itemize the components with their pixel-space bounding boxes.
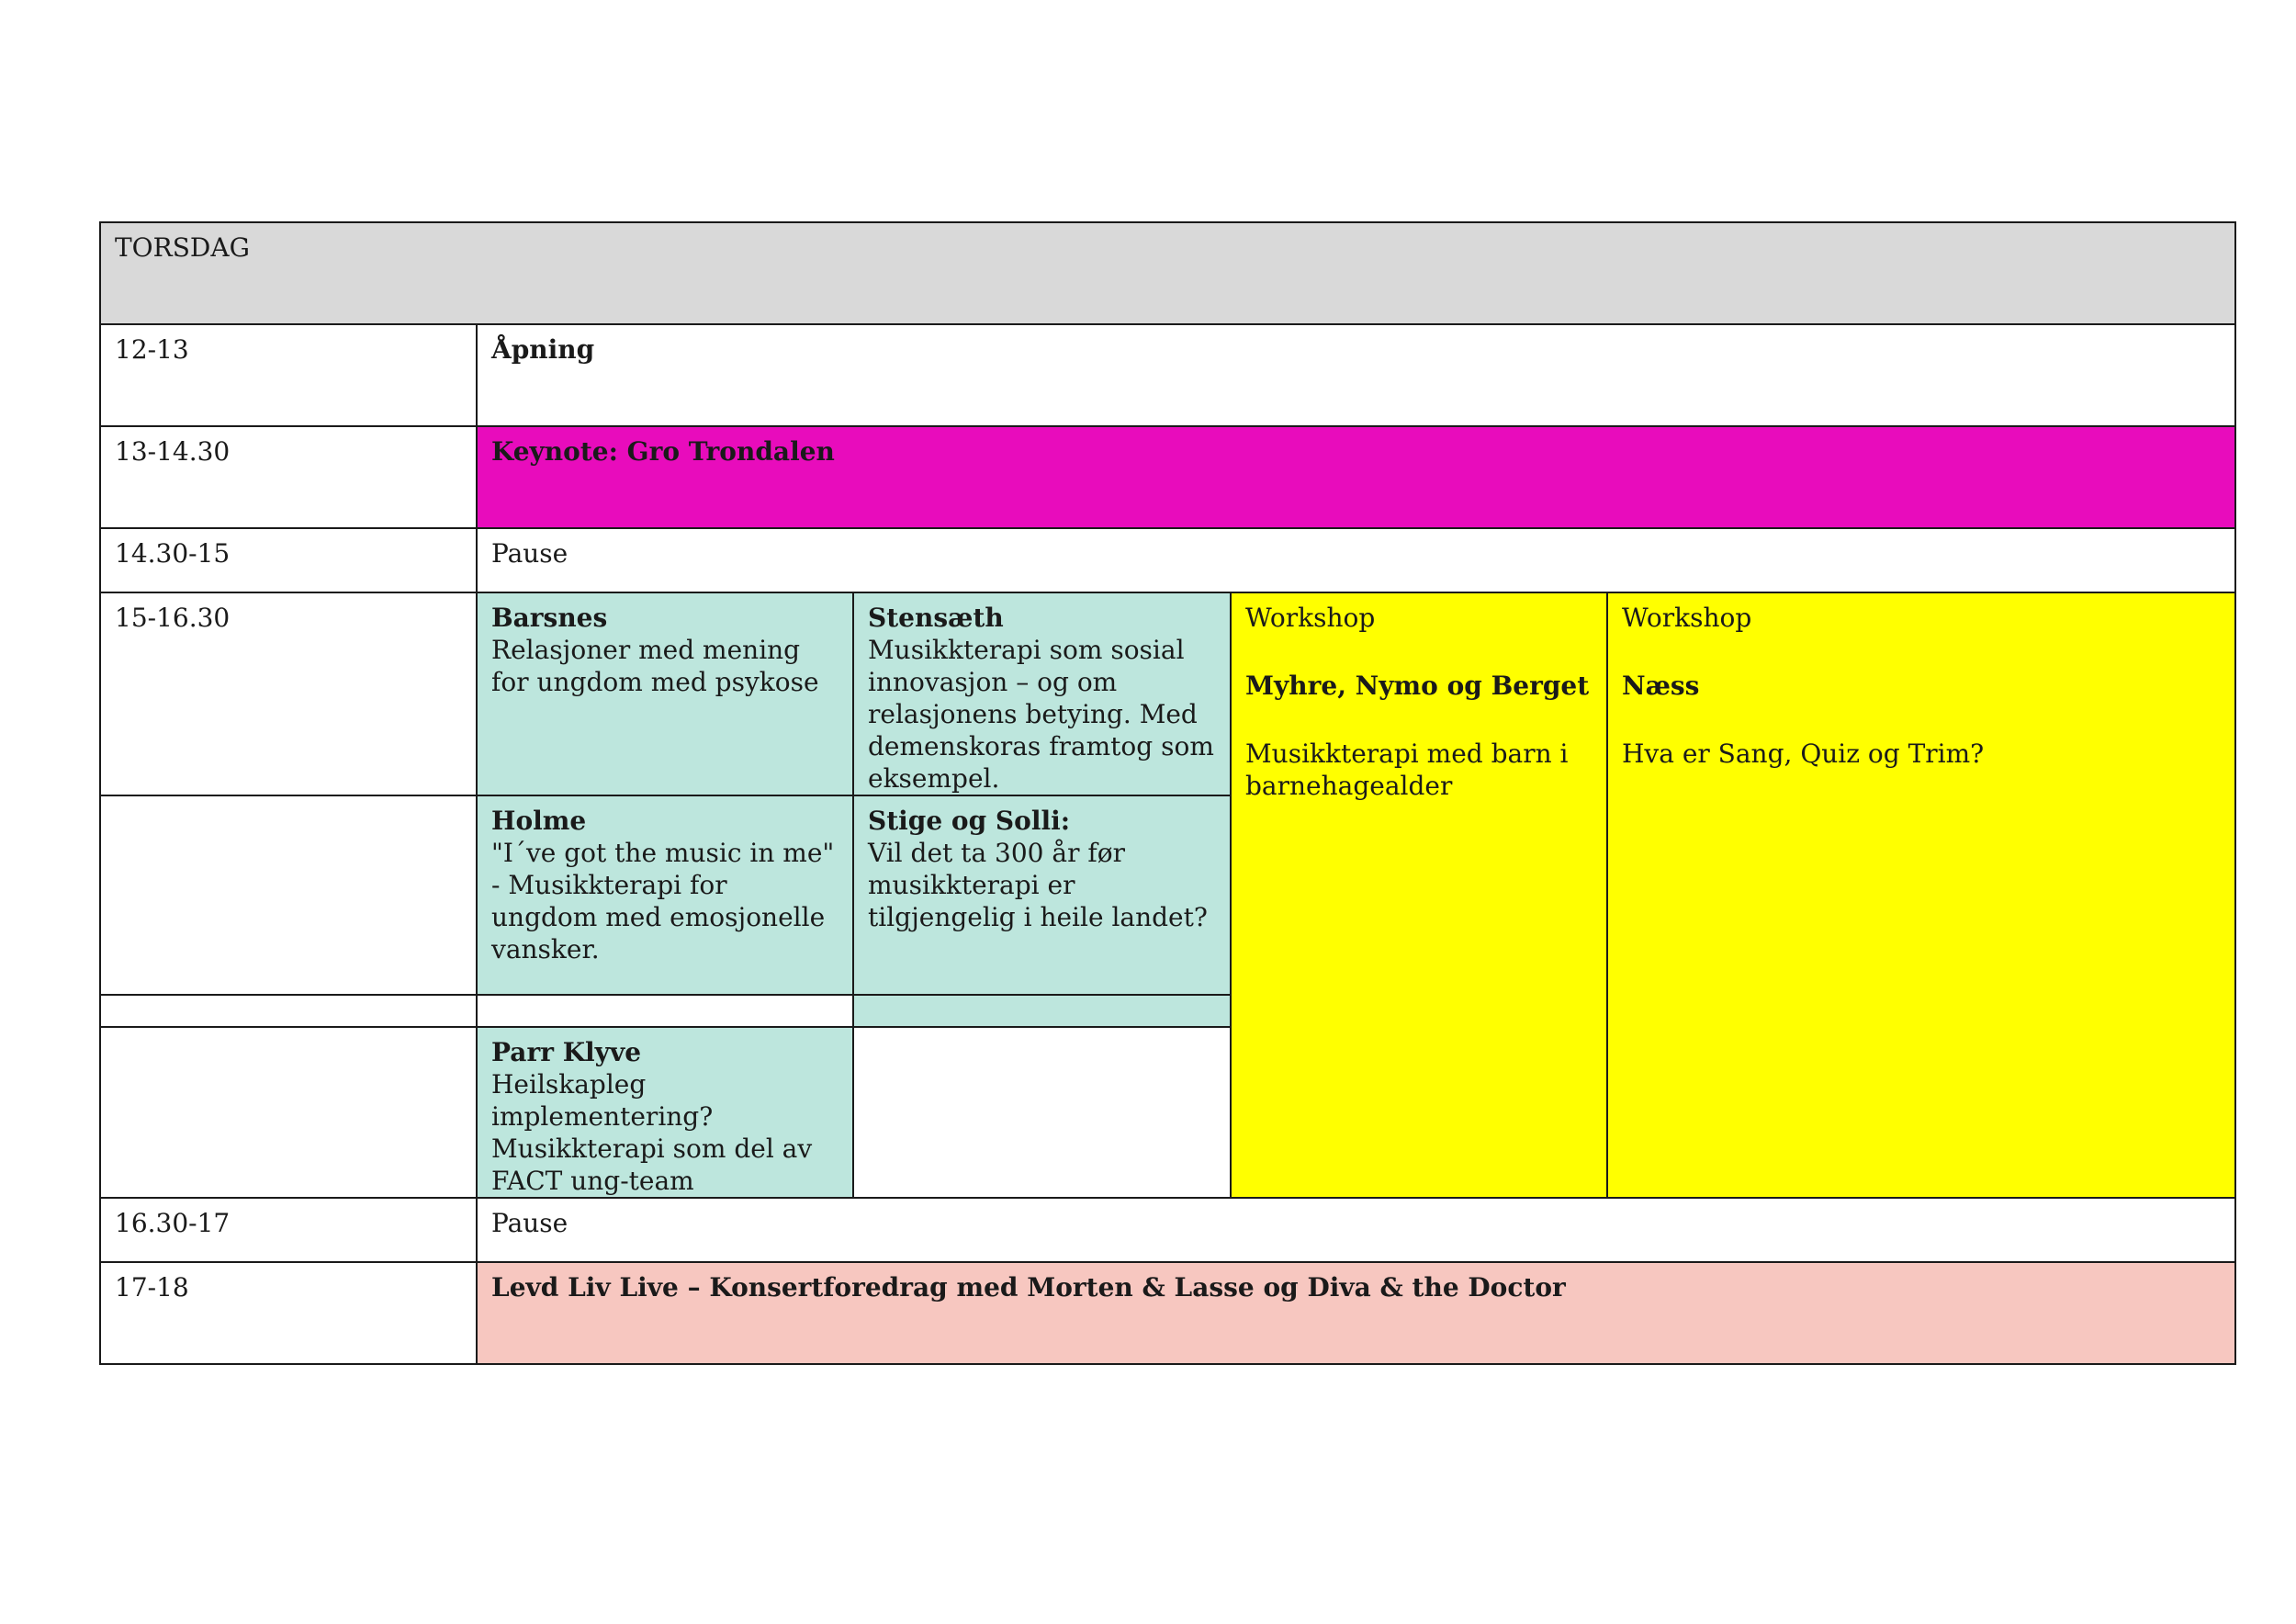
session-speaker: Stige og Solli: — [868, 806, 1071, 836]
time-cell — [100, 1027, 477, 1198]
pause-cell — [477, 1198, 2235, 1262]
empty-cell — [853, 1027, 1231, 1198]
time-cell: 16.30-17 — [100, 1198, 477, 1262]
spacer — [1245, 634, 1593, 670]
session-stensaeth — [853, 592, 1231, 795]
time-cell: 12-13 — [100, 324, 477, 426]
time-cell: 17-18 — [100, 1262, 477, 1364]
workshop-myhre — [1231, 592, 1607, 1198]
session-description: Vil det ta 300 år før musikkterapi er tilgjengelig i heile landet? — [868, 838, 1208, 932]
time-cell: 14.30-15 — [100, 528, 477, 592]
keynote-title: Keynote: Gro Trondalen — [491, 436, 835, 467]
empty-cell — [853, 995, 1231, 1027]
workshop-speaker: Næss — [1622, 671, 1700, 701]
spacer — [1622, 634, 2222, 670]
day-header-row — [100, 222, 2235, 324]
session-speaker: Parr Klyve — [491, 1037, 642, 1067]
workshop-label: Workshop — [1622, 603, 1752, 633]
empty-cell — [477, 995, 853, 1027]
workshop-naess — [1607, 592, 2235, 1198]
spacer — [1245, 702, 1593, 738]
opening-cell — [477, 324, 2235, 426]
time-cell — [100, 795, 477, 995]
pause-label: Pause — [491, 538, 568, 569]
spacer — [1622, 702, 2222, 738]
time-cell: 13-14.30 — [100, 426, 477, 528]
opening-row — [100, 324, 2235, 426]
session-stige-solli — [853, 795, 1231, 995]
session-row-1 — [100, 592, 2235, 795]
session-description: Heilskapleg implementering? Musikkterapi som del av FACT ung-team — [491, 1069, 813, 1196]
pause-row — [100, 1198, 2235, 1262]
session-holme — [477, 795, 853, 995]
workshop-speaker: Myhre, Nymo og Berget — [1245, 671, 1590, 701]
pause-label: Pause — [491, 1208, 568, 1238]
session-description: Musikkterapi som sosial innovasjon – og om relasjonens betying. Med demenskoras framtog som eksempel. — [868, 635, 1214, 794]
time-cell: 15-16.30 — [100, 592, 477, 795]
session-description: "I´ve got the music in me" - Musikkterapi for ungdom med emosjonelle vansker. — [491, 838, 835, 964]
concert-row — [100, 1262, 2235, 1364]
opening-title: Åpning — [491, 334, 595, 365]
day-header-cell — [100, 222, 2235, 324]
session-speaker: Holme — [491, 806, 587, 836]
session-speaker: Stensæth — [868, 603, 1004, 633]
day-title: TORSDAG — [115, 232, 250, 263]
session-description: Relasjoner med mening for ungdom med psykose — [491, 635, 819, 697]
program-table — [99, 221, 2236, 1365]
workshop-label: Workshop — [1245, 603, 1376, 633]
session-parr-klyve — [477, 1027, 853, 1198]
keynote-cell — [477, 426, 2235, 528]
session-barsnes — [477, 592, 853, 795]
pause-row — [100, 528, 2235, 592]
workshop-description: Hva er Sang, Quiz og Trim? — [1622, 739, 1985, 769]
concert-title: Levd Liv Live – Konsertforedrag med Morten & Lasse og Diva & the Doctor — [491, 1272, 1566, 1303]
workshop-description: Musikkterapi med barn i barnehagealder — [1245, 739, 1569, 801]
pause-cell — [477, 528, 2235, 592]
session-speaker: Barsnes — [491, 603, 608, 633]
keynote-row — [100, 426, 2235, 528]
time-cell — [100, 995, 477, 1027]
concert-cell — [477, 1262, 2235, 1364]
